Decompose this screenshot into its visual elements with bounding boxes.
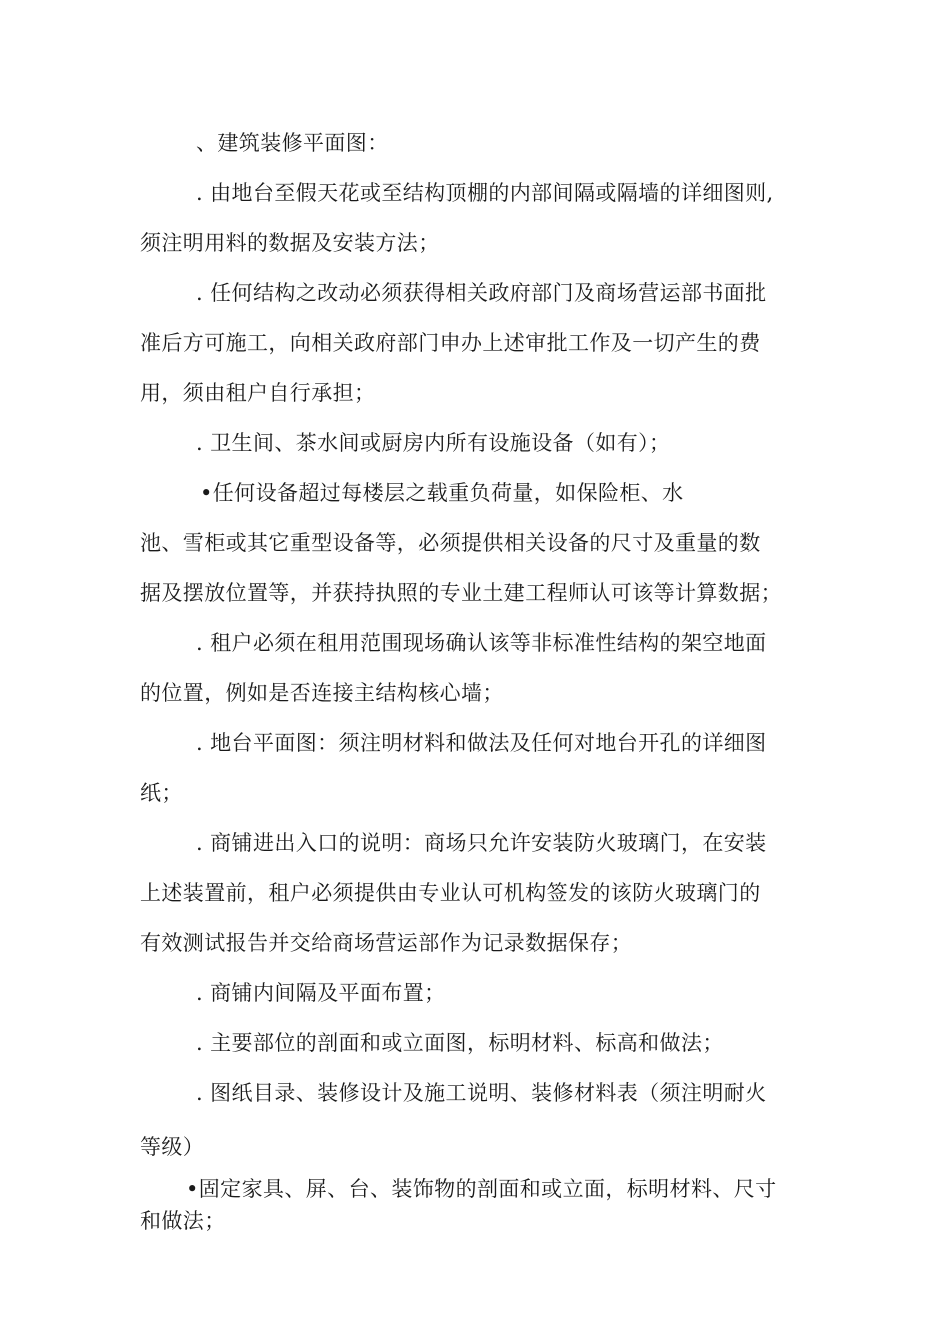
paragraph-line: . 地台平面图：须注明材料和做法及任何对地台开孔的详细图 xyxy=(196,731,767,755)
paragraph-line: 和做法； xyxy=(140,1209,226,1233)
paragraph-line: 有效测试报告并交给商场营运部作为记录数据保存； xyxy=(140,931,633,955)
paragraph-line: 纸； xyxy=(140,781,183,805)
paragraph-line: 池、雪柜或其它重型设备等，必须提供相关设备的尺寸及重量的数 xyxy=(140,531,761,555)
paragraph-line: 的位置，例如是否连接主结构核心墙； xyxy=(140,681,504,705)
paragraph-line: . 商铺内间隔及平面布置； xyxy=(196,981,446,1005)
paragraph-line: 据及摆放位置等，并获持执照的专业土建工程师认可该等计算数据； xyxy=(140,581,782,605)
paragraph-line: . 卫生间、茶水间或厨房内所有设施设备（如有）； xyxy=(196,431,671,455)
paragraph-line: . 租户必须在租用范围现场确认该等非标准性结构的架空地面 xyxy=(196,631,767,655)
paragraph-line: •固定家具、屏、台、装饰物的剖面和或立面，标明材料、尺寸 xyxy=(186,1177,777,1201)
paragraph-line: . 主要部位的剖面和或立面图，标明材料、标高和做法； xyxy=(196,1031,724,1055)
paragraph-line: 须注明用料的数据及安装方法； xyxy=(140,231,440,255)
paragraph-line: . 任何结构之改动必须获得相关政府部门及商场营运部书面批 xyxy=(196,281,767,305)
paragraph-line: . 图纸目录、装修设计及施工说明、装修材料表（须注明耐火 xyxy=(196,1081,767,1105)
paragraph-line: 用，须由租户自行承担； xyxy=(140,381,376,405)
paragraph-line: 等级） xyxy=(140,1135,205,1159)
paragraph-line: 准后方可施工，向相关政府部门申办上述审批工作及一切产生的费 xyxy=(140,331,761,355)
section-heading: 、建筑装修平面图： xyxy=(196,131,389,155)
paragraph-line: •任何设备超过每楼层之载重负荷量，如保险柜、水 xyxy=(200,481,684,505)
paragraph-line: . 商铺进出入口的说明：商场只允许安装防火玻璃门，在安装 xyxy=(196,831,767,855)
paragraph-line: 上述装置前，租户必须提供由专业认可机构签发的该防火玻璃门的 xyxy=(140,881,761,905)
paragraph-line: . 由地台至假天花或至结构顶棚的内部间隔或隔墙的详细图则, xyxy=(196,181,774,205)
